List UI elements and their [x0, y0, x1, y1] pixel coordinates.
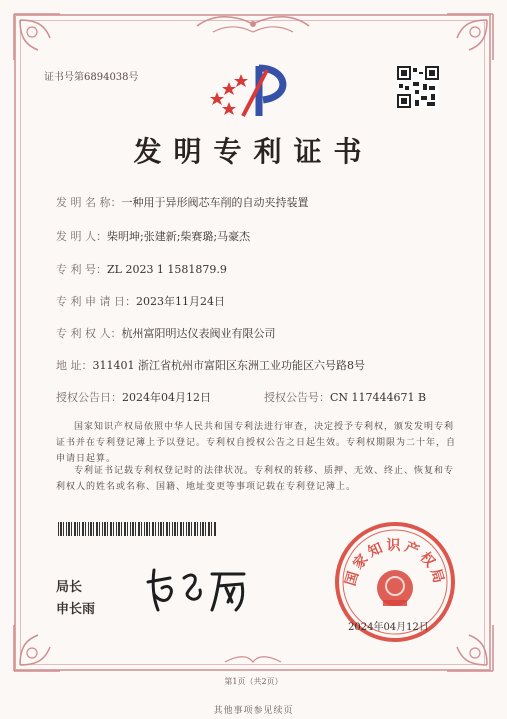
bottom-center-ornament — [223, 655, 283, 669]
barcode-icon — [58, 522, 218, 536]
patent-number-label: 专 利 号： — [56, 263, 107, 276]
inventors-value: 柴明坤;张建新;柴赛璐;马豪杰 — [107, 230, 251, 243]
invention-name-label: 发 明 名 称： — [56, 196, 122, 209]
patent-number-row — [56, 261, 227, 277]
top-center-ornament — [193, 12, 313, 38]
patentee-label: 专 利 权 人： — [56, 327, 122, 340]
grant-number-value: CN 117444671 B — [330, 391, 427, 404]
page-title: 发明专利证书 — [133, 135, 374, 168]
grant-number-row — [264, 389, 426, 405]
patentee-value: 杭州富阳明达仪表阀业有限公司 — [121, 327, 276, 340]
legal-status-paragraph: 专利证书记载专利权登记时的法律状况。专利权的转移、质押、无效、终止、恢复和专利权人的姓名或名称、国籍、地址变更等事项记载在专利登记簿上。 — [56, 466, 455, 492]
corner-ornament-bottom-left — [10, 615, 70, 675]
inventors-row — [56, 228, 250, 244]
grant-date-value: 2024年04月12日 — [122, 391, 211, 404]
patent-number-value: ZL 2023 1 1581879.9 — [107, 263, 227, 276]
filing-date-row — [56, 293, 225, 309]
grant-date-row — [56, 389, 211, 405]
grant-statement-paragraph: 国家知识产权局依照中华人民共和国专利法进行审查，决定授予专利权，颁发发明专利证书并在专利登记簿上予以登记。专利权自授权公告之日起生效。专利权期限为二十年，自申请日起算。 — [56, 422, 457, 464]
inventors-label: 发 明 人： — [56, 230, 107, 243]
qr-code-icon — [397, 66, 439, 108]
footer-note: 其他事项参见续页 — [213, 706, 294, 716]
grant-number-label: 授权公告号： — [264, 391, 330, 404]
address-value: 311401 浙江省杭州市富阳区东洲工业功能区六号路8号 — [92, 359, 365, 372]
seal-date: 2024年04月12日 — [348, 622, 429, 633]
seal-text: 国家知识产权局 — [342, 538, 448, 588]
director-signature — [140, 560, 260, 616]
invention-name-row — [56, 194, 309, 210]
page-number: 第1页（共2页） — [224, 677, 283, 686]
filing-date-label: 专 利 申 请 日： — [56, 295, 136, 308]
address-row — [56, 357, 365, 373]
filing-date-value: 2023年11月24日 — [136, 295, 225, 308]
grant-date-label: 授权公告日： — [56, 391, 122, 404]
certificate-number: 证书号第6894038号 — [44, 72, 139, 83]
cnipa-logo-icon — [207, 62, 299, 120]
director-title: 局长 — [56, 580, 83, 595]
director-name: 申长雨 — [56, 602, 96, 617]
patentee-row — [56, 325, 276, 341]
corner-ornament-top-left — [10, 10, 70, 70]
invention-name-value: 一种用于异形阀芯车削的自动夹持装置 — [121, 196, 309, 209]
corner-ornament-top-right — [437, 10, 497, 70]
address-label: 地 址： — [56, 359, 93, 372]
